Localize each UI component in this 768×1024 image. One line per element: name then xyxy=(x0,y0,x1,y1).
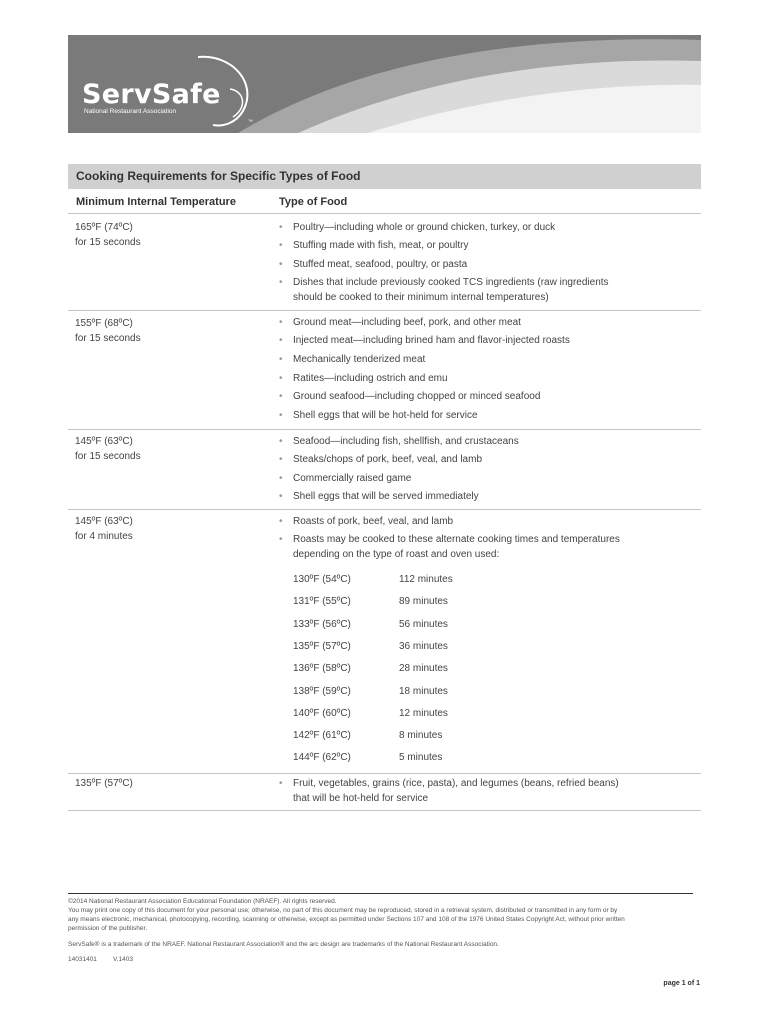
row-duration: for 15 seconds xyxy=(75,237,141,248)
alternate-temperature: 144ºF (62ºC) xyxy=(293,752,351,763)
footer-trademark: ServSafe® is a trademark of the NRAEF. National Restaurant Association® and the arc design are trademarks of the National Restaurant Association. xyxy=(68,941,499,948)
footer-copyright: ©2014 National Restaurant Association Educational Foundation (NRAEF). All rights reserved. xyxy=(68,898,337,905)
table-row: 145ºF (63ºC) for 15 seconds • Seafood—including fish, shellfish, and crustaceans • Steaks/chops of pork, beef, veal, and lamb • Commercially raised game • Shell eggs that will be served immediately xyxy=(75,436,519,502)
footer-notice: You may print one copy of this document for your personal use; otherwise, no part of this document may be reproduced, stored in a retrieval system, distributed or transmitted in any form or by xyxy=(68,907,618,914)
page-number: page 1 of 1 xyxy=(663,980,700,987)
row-temperature: 145ºF (63ºC) xyxy=(75,516,133,527)
header-banner xyxy=(68,35,701,133)
footer-code: 14031401 xyxy=(68,956,97,963)
row-temperature: 155ºF (68ºC) xyxy=(75,318,133,329)
table-row: 165ºF (74ºC) for 15 seconds • Poultry—including whole or ground chicken, turkey, or duck • Stuffing made with fish, meat, or poultry • Stuffed meat, seafood, poultry, or pasta • Dishes that include previously cooked TCS ingredients (raw ingredients should be cooked to their minimum internal temperatures) xyxy=(75,222,609,303)
row-duration: for 15 seconds xyxy=(75,333,141,344)
row-divider xyxy=(68,810,701,811)
row-duration: for 4 minutes xyxy=(75,531,133,542)
column-header-temperature: Minimum Internal Temperature xyxy=(76,196,236,208)
alternate-time: 36 minutes xyxy=(399,641,448,652)
alternate-time: 89 minutes xyxy=(399,596,448,607)
logo-wordmark: ServSafe xyxy=(82,79,221,110)
row-temperature: 165ºF (74ºC) xyxy=(75,222,133,233)
footer-notice: permission of the publisher. xyxy=(68,925,148,932)
alternate-temperature: 136ºF (58ºC) xyxy=(293,663,351,674)
alternate-temperature: 130ºF (54ºC) xyxy=(293,574,351,585)
alternate-temperature: 142ºF (61ºC) xyxy=(293,730,351,741)
alternate-time: 5 minutes xyxy=(399,752,443,763)
footer-divider xyxy=(68,893,693,894)
alternate-time: 8 minutes xyxy=(399,730,443,741)
table-row: 145ºF (63ºC) for 4 minutes • Roasts of pork, beef, veal, and lamb • Roasts may be cooked to these alternate cooking times and temperatures depending on the type of roast and oven used: 130ºF (54ºC) 112 minutes 131ºF (55ºC) 89 minutes 133ºF (56ºC) 56 minutes 135ºF (57ºC) 36 minutes 136ºF (58ºC) 28 minutes 138ºF (59ºC) 18 minutes 140ºF (60ºC) 12 minutes 142ºF (61ºC) 8 minutes 144ºF (62ºC) 5 minutes xyxy=(75,516,620,763)
alternate-temperature: 133ºF (56ºC) xyxy=(293,619,351,630)
table-title-bar xyxy=(68,164,701,189)
alternate-temperature: 131ºF (55ºC) xyxy=(293,596,351,607)
row-duration: for 15 seconds xyxy=(75,451,141,462)
alternate-temperature: 140ºF (60ºC) xyxy=(293,708,351,719)
footer-notice: any means electronic, mechanical, photocopying, recording, scanning or otherwise, except as permitted under Sections 107 and 108 of the 1976 United States Copyright Act, without prior written xyxy=(68,916,625,923)
alternate-time: 12 minutes xyxy=(399,708,448,719)
row-temperature: 145ºF (63ºC) xyxy=(75,436,133,447)
row-temperature: 135ºF (57ºC) xyxy=(75,778,133,789)
logo-trademark: ™ xyxy=(248,119,253,125)
alternate-temperature: 135ºF (57ºC) xyxy=(293,641,351,652)
alternate-time: 56 minutes xyxy=(399,619,448,630)
alternate-temperature: 138ºF (59ºC) xyxy=(293,686,351,697)
column-header-food: Type of Food xyxy=(279,196,348,208)
table-row: 135ºF (57ºC) • Fruit, vegetables, grains (rice, pasta), and legumes (beans, refried beans) that will be hot-held for service xyxy=(75,778,619,804)
alternate-time: 28 minutes xyxy=(399,663,448,674)
table-title: Cooking Requirements for Specific Types of Food xyxy=(76,169,361,183)
footer-version: V.1403 xyxy=(113,956,134,963)
logo-subtitle: National Restaurant Association xyxy=(84,108,177,115)
alternate-time: 112 minutes xyxy=(399,574,453,585)
table-row: 155ºF (68ºC) for 15 seconds • Ground meat—including beef, pork, and other meat • Injected meat—including brined ham and flavor-injected roasts • Mechanically tenderized meat • Ratites—including ostrich and emu • Ground seafood—including chopped or minced seafood • Shell eggs that will be hot-held for service xyxy=(75,317,570,421)
alternate-time: 18 minutes xyxy=(399,686,448,697)
